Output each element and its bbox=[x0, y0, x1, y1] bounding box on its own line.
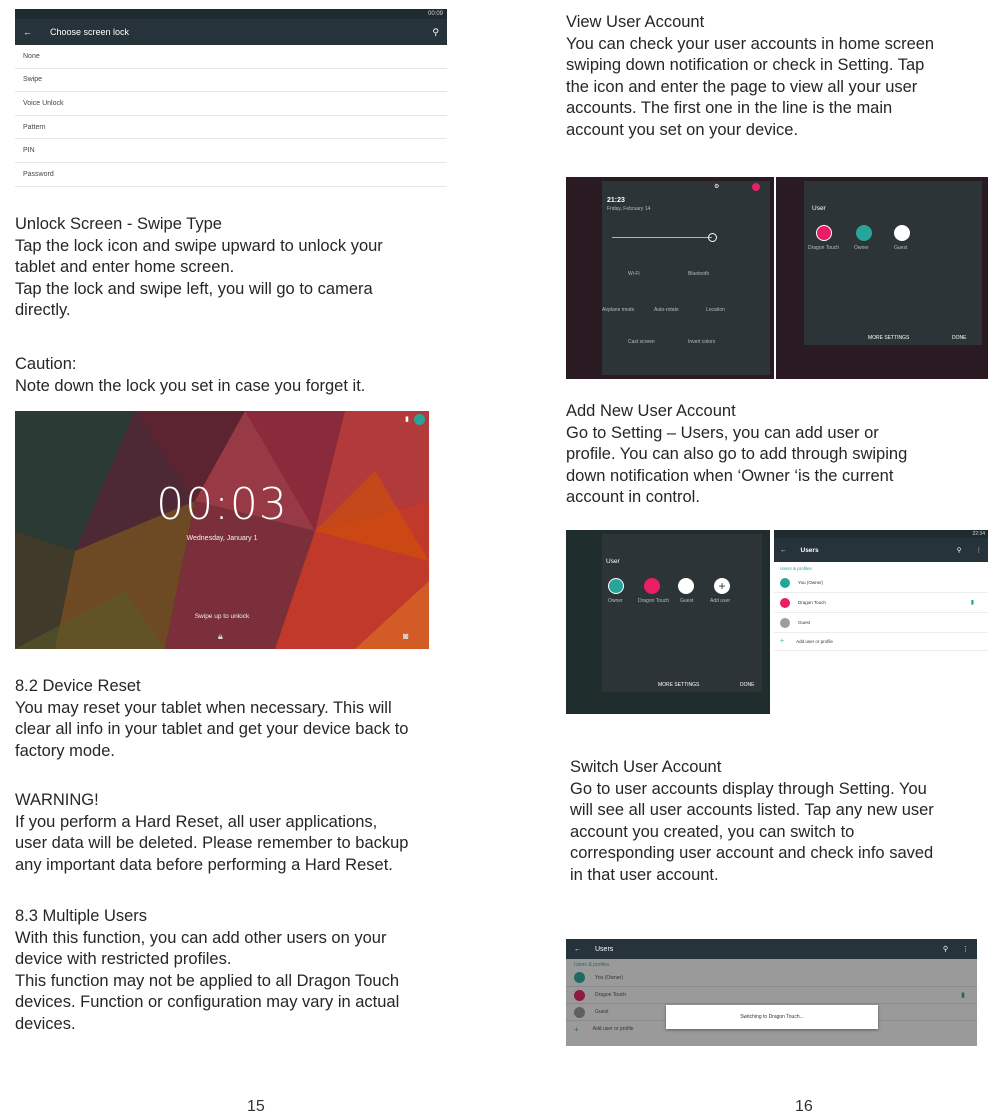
user2-avatar-dragon-touch[interactable] bbox=[644, 578, 660, 594]
unlock-screen-text: Unlock Screen - Swipe Type Tap the lock icon and swipe upward to unlock your tablet and enter home screen. Tap the lock and swipe left, you will go to camera directly. bbox=[15, 215, 383, 319]
add-user-account-text: Add New User Account Go to Setting – Users, you can add user or profile. You can also go to add through swiping down notification when ‘Owner ‘is the current account in control. bbox=[566, 402, 908, 506]
lock-option-swipe[interactable]: Swipe bbox=[15, 69, 447, 93]
quick-settings-card bbox=[602, 181, 770, 375]
warning-text: WARNING! If you perform a Hard Reset, all user applications, user data will be deleted. Please remember to backup any important data before performing a Hard Reset. bbox=[15, 791, 409, 874]
users-large-back-icon[interactable]: ← bbox=[574, 945, 581, 953]
users-large-app-bar bbox=[566, 939, 977, 959]
users-large-dragon-touch-avatar-icon bbox=[574, 990, 585, 1001]
add-user-icon[interactable]: + bbox=[714, 578, 730, 594]
qs-time: 21:23 bbox=[607, 197, 625, 204]
more-settings-button-2[interactable]: MORE SETTINGS bbox=[658, 682, 700, 688]
app-bar bbox=[15, 19, 447, 45]
users-large-guest-avatar-icon bbox=[574, 1007, 585, 1018]
users-small-title: Users bbox=[800, 546, 819, 554]
lock-icon[interactable]: 🔒︎ bbox=[218, 631, 223, 641]
qs-date: Friday, February 14 bbox=[607, 206, 651, 212]
user2-name-dragon-touch: Dragon Touch bbox=[638, 598, 670, 604]
users-small-row-guest[interactable] bbox=[774, 613, 988, 633]
back-arrow-icon[interactable]: ← bbox=[23, 27, 32, 37]
search-icon[interactable]: ⚲ bbox=[432, 26, 439, 37]
user-avatar-guest[interactable] bbox=[894, 225, 910, 241]
qs-tile-wifi[interactable]: Wi-Fi bbox=[628, 271, 640, 277]
device-reset-text: 8.2 Device Reset You may reset your tablet when necessary. This will clear all info in your tablet and get your device back to factory mode. bbox=[15, 677, 409, 760]
users-large-search-icon[interactable]: ⚲ bbox=[942, 946, 948, 953]
screen-lock-screenshot bbox=[15, 9, 447, 187]
multiple-users-text: 8.3 Multiple Users With this function, you can add other users on your device with restricted profiles. This function may not be applied to all Dragon Touch devices. Function or configuration may vary in actual devices. bbox=[15, 907, 400, 1033]
page-number-left: 15 bbox=[247, 1098, 265, 1115]
users-small-add-label: Add user or profile bbox=[796, 639, 833, 644]
qs-tile-invert[interactable]: Invert colors bbox=[688, 339, 716, 345]
users-large-owner-name: You (Owner) bbox=[595, 974, 623, 981]
user-panel-title: User bbox=[812, 205, 826, 212]
user-name-owner: Owner bbox=[854, 245, 869, 251]
add-user-panel-screenshot bbox=[566, 530, 770, 714]
lock-option-pin[interactable]: PIN bbox=[15, 139, 447, 163]
qs-tile-airplane[interactable]: Airplane mode bbox=[602, 307, 635, 313]
users-small-dragon-touch-name: Dragon Touch bbox=[798, 600, 826, 605]
done-button-2[interactable]: DONE bbox=[740, 682, 755, 688]
users-small-status-bar bbox=[774, 530, 988, 538]
user-panel-card bbox=[804, 181, 982, 345]
users-large-add-label: Add user or profile bbox=[592, 1026, 634, 1032]
users-small-back-icon[interactable]: ← bbox=[780, 546, 787, 554]
user-avatar-icon[interactable] bbox=[414, 414, 425, 425]
more-settings-button[interactable]: MORE SETTINGS bbox=[868, 335, 910, 341]
done-button[interactable]: DONE bbox=[952, 335, 967, 341]
qs-gear-icon[interactable]: ⚙ bbox=[714, 184, 720, 190]
brightness-slider[interactable] bbox=[612, 237, 712, 238]
delete-user-icon[interactable]: ▮ bbox=[970, 600, 974, 606]
users-large-owner-avatar-icon bbox=[574, 972, 585, 983]
user-avatar-owner[interactable] bbox=[856, 225, 872, 241]
view-user-account-text: View User Account You can check your user accounts in home screen swiping down notification or check in Setting. Tap the icon and enter the page to view all your user accounts. The first one in the line is the main account you set on your device. bbox=[566, 13, 935, 139]
users-large-title: Users bbox=[595, 945, 614, 953]
users-small-search-icon[interactable]: ⚲ bbox=[956, 547, 962, 554]
lockscreen-date: Wednesday, January 1 bbox=[186, 535, 258, 542]
users-large-row-owner[interactable] bbox=[566, 969, 977, 987]
user-name-guest: Guest bbox=[894, 245, 908, 251]
lockscreen-image bbox=[15, 411, 429, 649]
users-small-guest-name: Guest bbox=[798, 620, 811, 625]
users-large-add-icon: + bbox=[574, 1024, 579, 1034]
caution-text: Caution: Note down the lock you set in case you forget it. bbox=[15, 355, 366, 395]
user-name-dragon-touch: Dragon Touch bbox=[808, 245, 840, 251]
status-bar bbox=[15, 9, 447, 19]
user-panel2-title: User bbox=[606, 558, 620, 565]
quick-settings-screenshot bbox=[566, 177, 774, 379]
screen-title: Choose screen lock bbox=[50, 27, 130, 37]
users-small-app-bar bbox=[774, 538, 988, 562]
user-panel-screenshot bbox=[776, 177, 988, 379]
users-large-delete-icon[interactable]: ▮ bbox=[961, 992, 965, 999]
qs-tile-rotate[interactable]: Auto-rotate bbox=[654, 307, 679, 313]
lock-option-password[interactable]: Password bbox=[15, 163, 447, 187]
users-small-row-add[interactable] bbox=[774, 633, 988, 651]
user-avatar-dragon-touch[interactable] bbox=[816, 225, 832, 241]
status-time: 00:09 bbox=[427, 11, 443, 17]
user2-name-add-user: Add user bbox=[710, 598, 731, 604]
add-user-panel-card bbox=[602, 534, 762, 692]
page-number-right: 16 bbox=[795, 1098, 813, 1115]
switching-toast bbox=[666, 1005, 878, 1029]
dragon-touch-avatar-icon bbox=[780, 598, 790, 608]
user2-avatar-guest[interactable] bbox=[678, 578, 694, 594]
switch-user-account-text: Switch User Account Go to user accounts display through Setting. You will see all user accounts listed. Tap any new user account you created, you can switch to corresponding user account and check info saved in that user account. bbox=[570, 758, 934, 884]
user2-name-guest: Guest bbox=[680, 598, 694, 604]
users-small-status-time: 22:34 bbox=[972, 531, 985, 537]
battery-icon: ▮ bbox=[405, 416, 409, 423]
users-large-dimmed-list bbox=[566, 959, 977, 1046]
lock-option-voice-unlock[interactable]: Voice Unlock bbox=[15, 92, 447, 116]
users-small-section-header: Users & profiles bbox=[780, 566, 812, 571]
user2-avatar-owner[interactable] bbox=[608, 578, 624, 594]
users-large-row-dragon-touch[interactable] bbox=[566, 987, 977, 1004]
lockscreen-time: 00:03 bbox=[156, 479, 288, 530]
users-settings-screenshot-large bbox=[566, 939, 977, 1046]
user2-name-owner: Owner bbox=[608, 598, 623, 604]
users-small-row-owner[interactable] bbox=[774, 573, 988, 593]
users-large-section-header: Users & profiles bbox=[574, 962, 610, 968]
users-settings-screenshot-small bbox=[774, 530, 988, 662]
lock-option-pattern[interactable]: Pattern bbox=[15, 116, 447, 140]
users-small-menu-icon[interactable]: ⋮ bbox=[975, 547, 982, 554]
users-large-dragon-touch-name: Dragon Touch bbox=[595, 992, 627, 998]
users-small-row-dragon-touch[interactable] bbox=[774, 593, 988, 613]
swipe-hint: Swipe up to unlock bbox=[194, 613, 250, 620]
qs-tile-cast[interactable]: Cast screen bbox=[628, 339, 655, 345]
camera-icon[interactable]: ◙ bbox=[403, 631, 409, 641]
qs-tile-bluetooth[interactable]: Bluetooth bbox=[688, 271, 710, 277]
users-large-menu-icon[interactable]: ⋮ bbox=[962, 946, 969, 953]
users-small-owner-name: You (Owner) bbox=[798, 580, 824, 585]
switching-toast-text: Switching to Dragon Touch... bbox=[740, 1014, 804, 1020]
users-large-guest-name: Guest bbox=[595, 1009, 609, 1015]
brightness-thumb[interactable] bbox=[708, 233, 717, 242]
guest-avatar-icon bbox=[780, 618, 790, 628]
qs-avatar-icon[interactable] bbox=[752, 183, 760, 191]
add-profile-icon: + bbox=[780, 638, 785, 645]
owner-avatar-icon bbox=[780, 578, 790, 588]
lock-option-none[interactable]: None bbox=[15, 45, 447, 69]
qs-tile-location[interactable]: Location bbox=[706, 307, 725, 313]
